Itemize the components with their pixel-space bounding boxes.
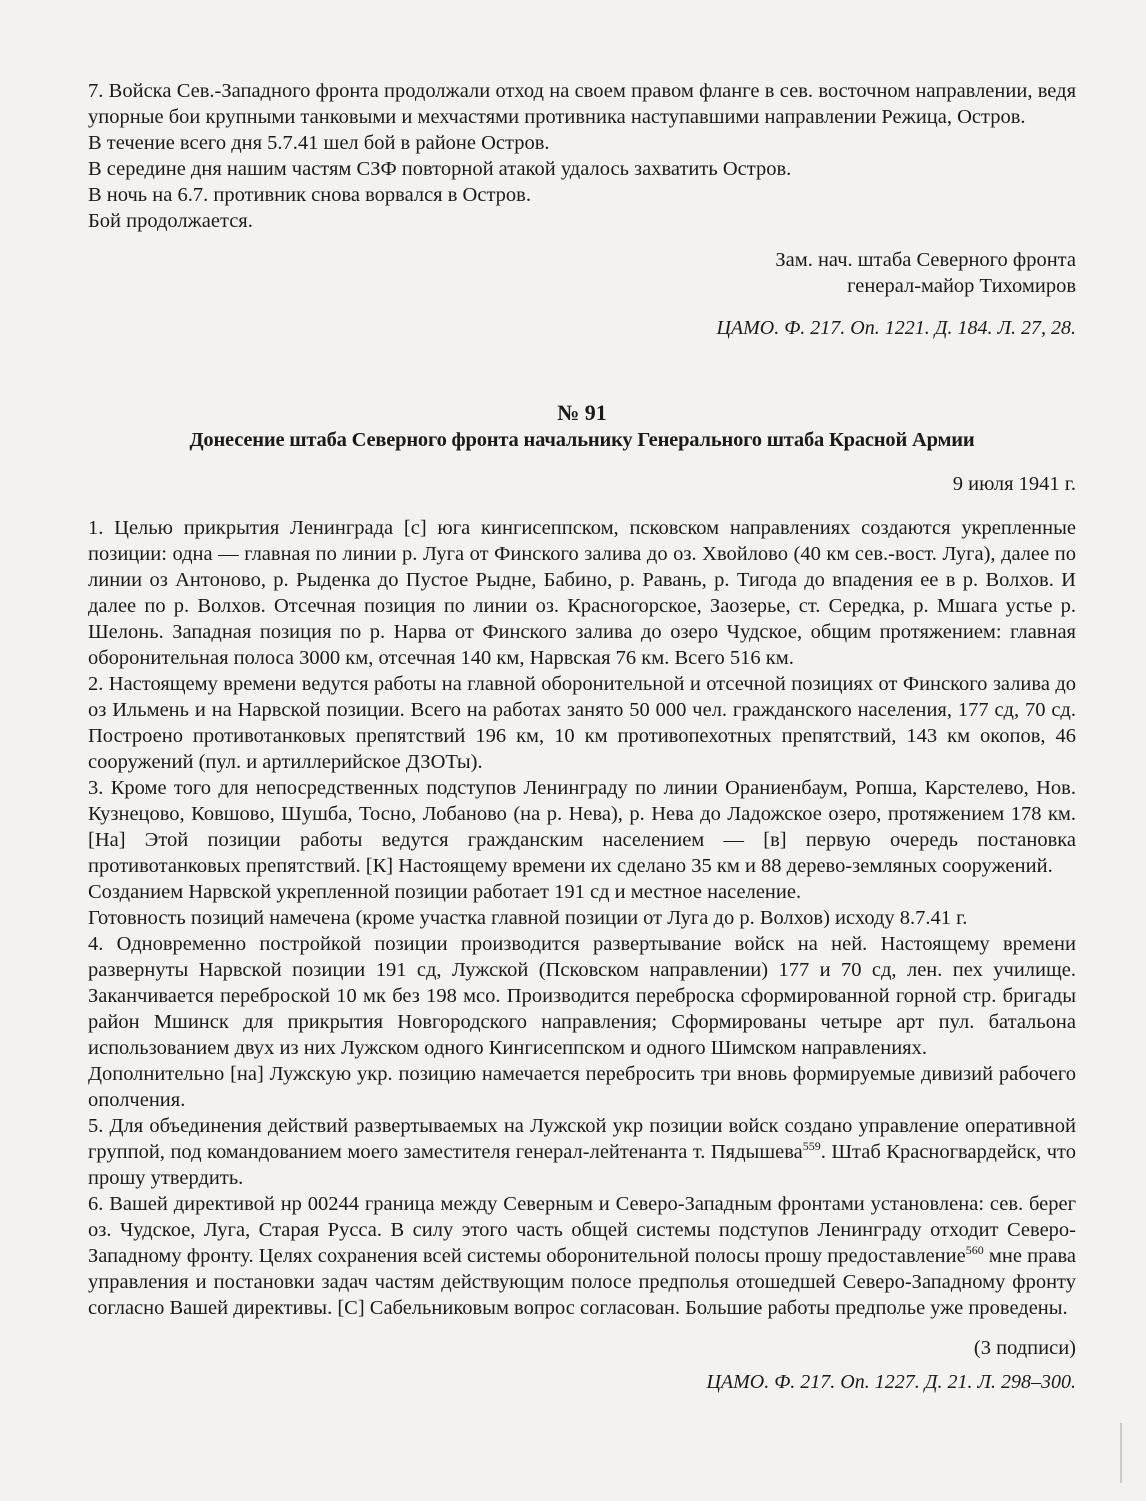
paragraph-5 — [88, 1113, 1076, 1191]
document-number: № 91 — [557, 400, 607, 425]
paragraph-battle-day: В течение всего дня 5.7.41 шел бой в районе Остров. — [88, 132, 550, 154]
footnote-ref-559: 559 — [802, 1139, 821, 1154]
paragraph-6 — [88, 1191, 1076, 1321]
signer-title: Зам. нач. штаба Северного фронта — [775, 249, 1076, 271]
signature-block — [88, 247, 1076, 299]
document-date: 9 июля 1941 г. — [952, 473, 1076, 495]
paragraph-3c: Готовность позиций намечена (кроме участка главной позиции от Луга до р. Волхов) исходу 8.7.41 г. — [88, 907, 968, 929]
report-91 — [88, 399, 1076, 1395]
archive-reference-90: ЦАМО. Ф. 217. Оп. 1221. Д. 184. Л. 27, 28. — [716, 317, 1076, 339]
archive-reference-91: ЦАМО. Ф. 217. Оп. 1227. Д. 21. Л. 298–300. — [706, 1371, 1076, 1393]
signer-name: генерал-майор Тихомиров — [847, 275, 1076, 297]
paragraph-5-text: 5. Для объединения действий развертываемых на Лужской укр позиции войск создано управление оперативной группой, под командованием моего заместителя генерал-лейтенанта т. Пядышева — [88, 1115, 1076, 1163]
paragraph-6-text: 6. Вашей директивой нр 00244 граница между Северным и Северо-Западным фронтами установлена: сев. берег оз. Чудское, Луга, Старая Русса. В силу этого часть общей системы подступов Ленинграду отходит Северо-Западному фронту. Целях сохранения всей системы оборонительной полосы прошу предоставление — [88, 1193, 1076, 1267]
paragraph-3: 3. Кроме того для непосредственных подступов Ленинграду по линии Ораниенбаум, Ропша, Карстелево, Нов. Кузнецово, Ковшово, Шушба, Тосно, Лобаново (на р. Нева), р. Нева до Ладожское озеро, протяжением 178 км. [На] Этой позиции работы ведутся гражданским населением — [в] первую очередь постановка противотанковых препятствий. [К] Настоящему времени их сделано 35 км и 88 дерево-земляных сооружений. — [88, 777, 1076, 877]
paragraph-2: 2. Настоящему времени ведутся работы на главной оборонительной и отсечной позициях от Финского залива до оз Ильмень и на Нарвской позиции. Всего на работах занято 50 000 чел. гражданского населения, 177 сд, 70 сд. Построено противотанковых препятствий 196 км, 10 км противопехотных препятствий, 143 км окопов, 46 сооружений (пул. и артиллерийское ДЗОТы). — [88, 673, 1076, 773]
paragraph-1: 1. Целью прикрытия Ленинграда [с] юга кингисеппском, псковском направлениях создаются укрепленные позиции: одна — главная по линии р. Луга от Финского залива до оз. Хвойлово (40 км сев.-вост. Луга), далее по линии оз Антоново, р. Рыденка до Пустое Рыдне, Бабино, р. Равань, р. Тигода до впадения ее в р. Волхов. И далее по р. Волхов. Отсечная позиция по линии оз. Красногорское, Заозерье, ст. Середка, р. Мшага устье р. Шелонь. Западная позиция по р. Нарва от Финского залива до озеро Чудское, общим протяжением: главная оборонительная полоса 3000 км, отсечная 140 км, Нарвская 76 км. Всего 516 км. — [88, 517, 1076, 669]
document-title: Донесение штаба Северного фронта начальнику Генерального штаба Красной Армии — [189, 429, 975, 451]
paragraph-3b: Созданием Нарвской укрепленной позиции работает 191 сд и местное население. — [88, 881, 802, 903]
paragraph-midday: В середине дня нашим частям СЗФ повторной атакой удалось захватить Остров. — [88, 158, 792, 180]
report-90-end — [88, 78, 1076, 341]
page-edge-mark — [1120, 1423, 1146, 1483]
paragraph-7: 7. Войска Сев.-Западного фронта продолжали отход на своем правом фланге в сев. восточном направлении, ведя упорные бои крупными танковыми и мехчастями противника наступавшими направлении Режица, Остров. — [88, 80, 1076, 128]
paragraph-4b: Дополнительно [на] Лужскую укр. позицию намечается перебросить три вновь формируемые дивизий рабочего ополчения. — [88, 1063, 1076, 1111]
signatures-note: (3 подписи) — [973, 1337, 1076, 1359]
footnote-ref-560: 560 — [965, 1243, 984, 1258]
paragraph-battle-continues: Бой продолжается. — [88, 210, 253, 232]
paragraph-night: В ночь на 6.7. противник снова ворвался в Остров. — [88, 184, 531, 206]
paragraph-6-tail: мне права управления и постановки задач частям действующим полосе предполья отошедшей Северо-Западному фронту согласно Вашей директивы. [С] Сабельниковым вопрос согласован. Большие работы предполье уже проведены. — [88, 1245, 1076, 1319]
paragraph-4: 4. Одновременно постройкой позиции производится развертывание войск на ней. Настоящему времени развернуты Нарвской позиции 191 сд, Лужской (Псковском направлении) 177 и 70 сд, лен. пех училище. Заканчивается переброской 10 мк без 198 мсо. Производится переброска сформированной горной стр. бригады район Мшинск для прикрытия Новгородского направления; Сформированы четыре арт пул. батальона использованием двух из них Лужском одного Кингисеппском и одного Шимском направлениях. — [88, 933, 1076, 1059]
paragraph-5-tail: . Штаб Красногвардейск, что прошу утвердить. — [88, 1141, 1076, 1189]
